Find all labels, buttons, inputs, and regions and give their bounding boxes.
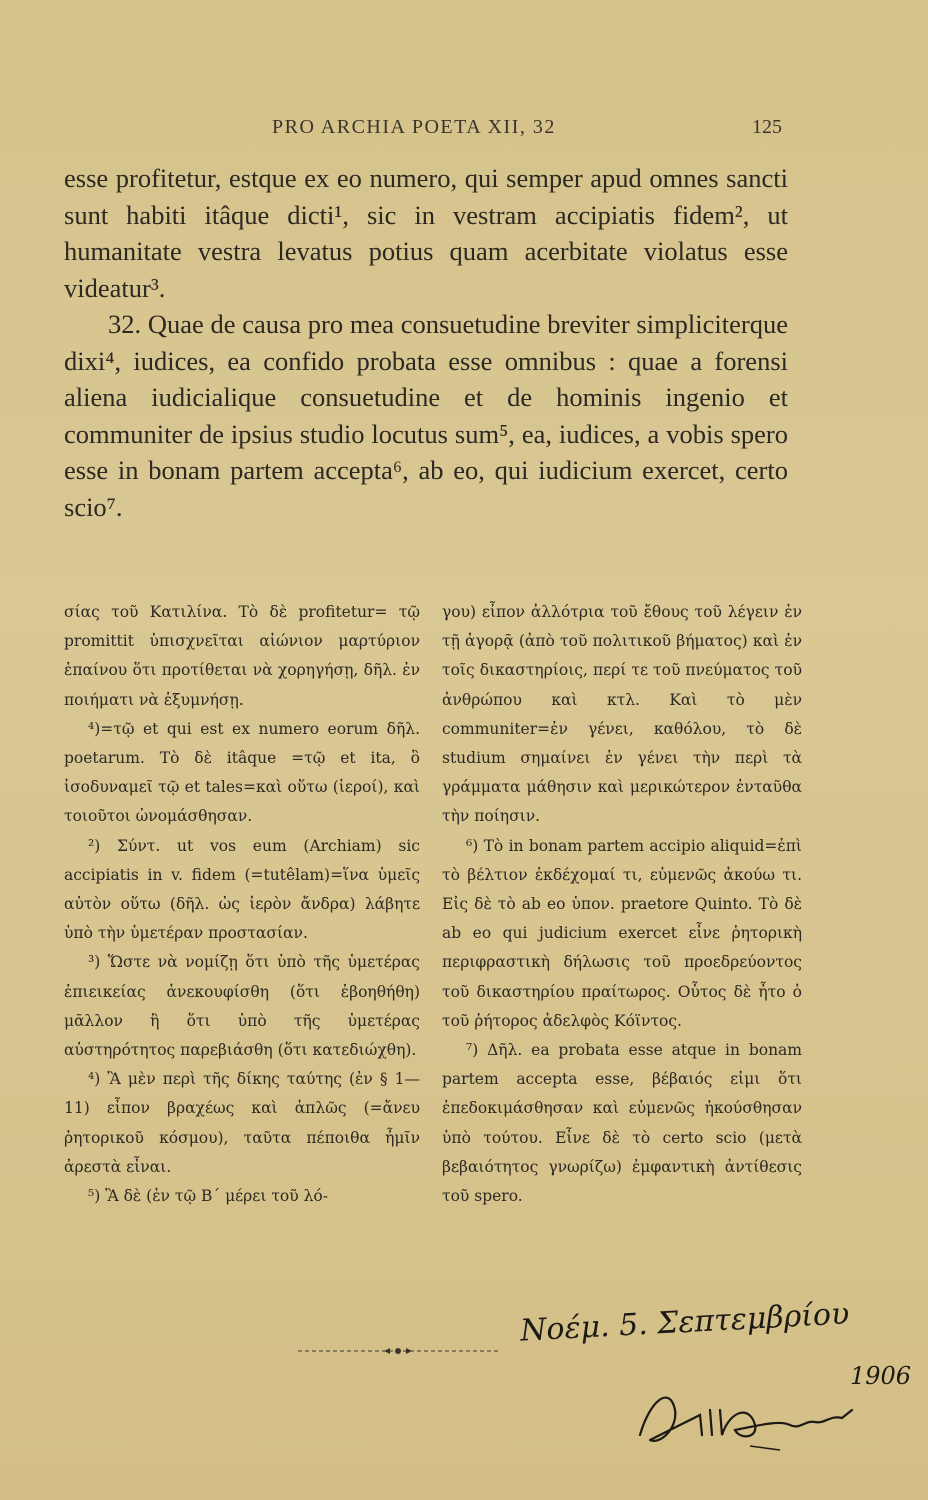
footnote-1: ⁴)=τῷ et qui est ex numero eorum δῆλ. poetarum. Τὸ δὲ itâque =τῷ et ita, ὃ ἰσοδυναμεῖ τῷ et tales=καὶ οὕτω (ἱεροί), καὶ τοιοῦτοι ὠνομάσθησαν.: [64, 719, 420, 826]
footnote-5: ⁵) Ἃ δὲ (ἐν τῷ Β΄ μέρει τοῦ λό-: [88, 1187, 328, 1206]
handwritten-signature: [630, 1380, 860, 1455]
running-title: PRO ARCHIA POETA XII, 32: [272, 116, 556, 138]
footnote-2: ²) Σύντ. ut vos eum (Archiam) sic accipiatis in v. fidem (=tutêlam)=ἵνα ὑμεῖς αὐτὸν οὕτω (δῆλ. ὡς ἱερὸν ἄνδρα) λάβητε ὑπὸ τὴν ὑμετέραν προστασίαν.: [64, 836, 420, 943]
footnotes-left-column: [64, 598, 420, 1211]
page-header: [0, 116, 928, 146]
footnote-4: ⁴) Ἃ μὲν περὶ τῆς δίκης ταύτης (ἐν § 1—11) εἶπον βραχέως καὶ ἁπλῶς (=ἄνευ ῥητορικοῦ κόσμου), ταῦτα πέποιθα ἦμῖν ἀρεστὰ εἶναι.: [64, 1070, 420, 1176]
main-latin-text: [64, 160, 788, 525]
paragraph-32: 32. Quae de causa pro mea consuetudine breviter simpliciterque dixi⁴, iudices, ea confido probata esse omnibus : quae a forensi aliena iudicialique consuetudine et de hominis ingenio et communiter de ipsius studio locutus sum⁵, ea, iudices, a vobis spero esse in bonam partem accepta⁶, ab eo, qui iudicium exercet, certo scio⁷.: [64, 309, 788, 522]
handwritten-year: 1906: [850, 1362, 912, 1390]
handwritten-date: Νοέμ. 5. Σεπτεμβρίου: [519, 1296, 851, 1349]
footnote-6: ⁶) Τὸ in bonam partem accipio aliquid=ἐπὶ τὸ βέλτιον ἐκδέχομαί τι, εὐμενῶς ἀκούω τι. Εἰς δὲ τὸ ab eo ὑπον. praetore Quinto. Τὸ δὲ ab eo qui judicium exercet εἶνε ῥητορικὴ περιφραστικὴ δήλωσις τοῦ προεδρεύοντος τοῦ δικαστηρίου πραίτωρος. Οὗτος δὲ ἦτο ὁ τοῦ ῥήτορος ἀδελφὸς Κόϊντος.: [442, 836, 802, 1030]
paragraph-1: esse profitetur, estque ex eo numero, qui semper apud omnes sancti sunt habiti itâque dicti¹, sic in vestram accipiatis fidem², ut humanitate vestra levatus potius quam acerbitate violatus esse videatur³.: [64, 163, 788, 303]
divider-ornament: [298, 1345, 498, 1357]
footnote-continuation: σίας τοῦ Κατιλίνα. Τὸ δὲ profitetur= τῷ promittit ὑπισχνεῖται αἰώνιον μαρτύριον ἐπαίνου ὅτι προτίθεται νὰ χορηγήσῃ, δῆλ. ἐν ποιήματι νὰ ἐξυμνήσῃ.: [64, 603, 420, 709]
page-number: 125: [752, 116, 782, 138]
footnotes-right-column: [442, 598, 802, 1211]
footnote-3: ³) Ὥστε νὰ νομίζῃ ὅτι ὑπὸ τῆς ὑμετέρας ἐπιεικείας ἀνεκουφίσθη (ὅτι ἐβοηθήθη) μᾶλλον ἢ ὅτι ὑπὸ τῆς ὑμετέρας αὐστηρότητος παρεβιάσθη (ὅτι κατεδιώχθη).: [64, 953, 420, 1060]
footnote-7: ⁷) Δῆλ. ea probata esse atque in bonam partem accepta esse, βέβαιός εἰμι ὅτι ἐπεδοκιμάσθησαν καὶ εὐμενῶς ἠκούσθησαν ὑπὸ τούτου. Εἶνε δὲ τὸ certo scio (μετὰ βεβαιότητος γνωρίζω) ἐμφαντικὴ ἀντίθεσις τοῦ spero.: [442, 1041, 802, 1206]
footnote-5-continued: γου) εἶπον ἀλλότρια τοῦ ἔθους τοῦ λέγειν ἐν τῇ ἀγορᾷ (ἀπὸ τοῦ πολιτικοῦ βήματος) καὶ ἐν τοῖς δικαστηρίοις, περί τε τοῦ πνεύματος τοῦ ἀνθρώπου καὶ κτλ. Καὶ τὸ μὲν communiter=ἐν γένει, καθόλου, τὸ δὲ studium σημαίνει ἐν γένει τὴν περὶ τὰ γράμματα μάθησιν καὶ μερικώτερον ἐνταῦθα τὴν ποίησιν.: [442, 603, 802, 826]
